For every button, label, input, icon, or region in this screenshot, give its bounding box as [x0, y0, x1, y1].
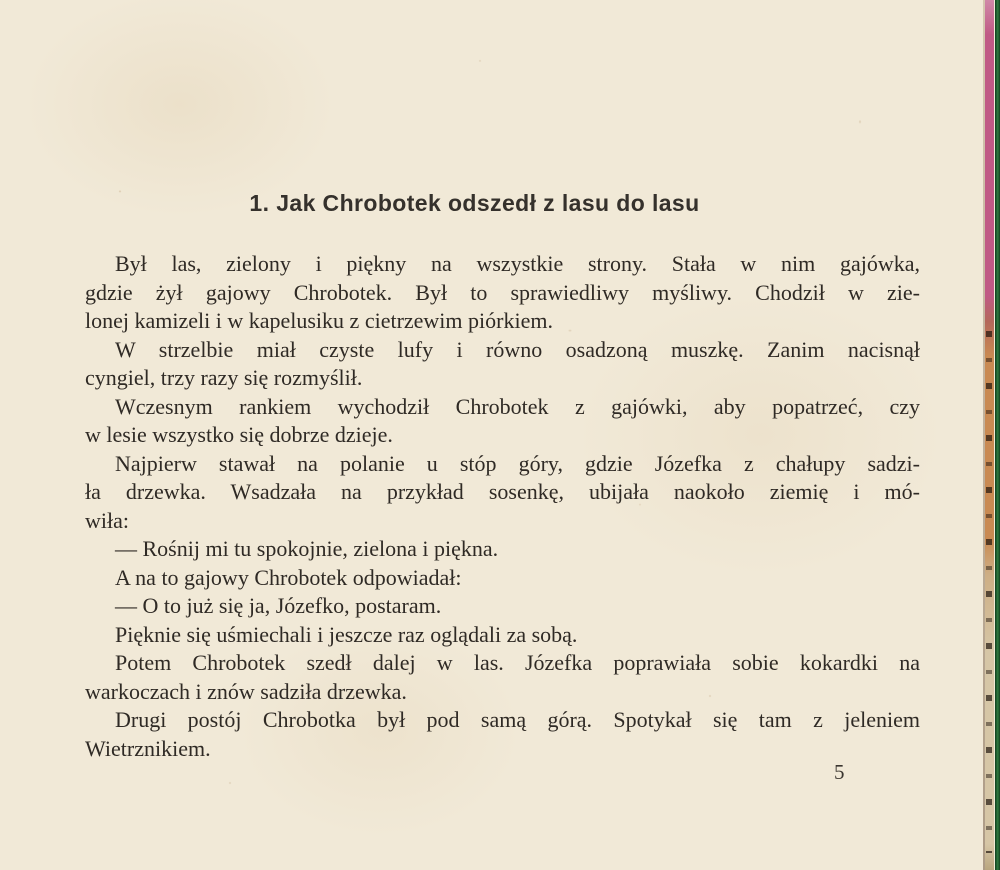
chapter-title: 1. Jak Chrobotek odszedł z lasu do lasu	[249, 190, 700, 216]
text-line: w lesie wszystko się dobrze dzieje.	[85, 422, 393, 447]
text-line: warkoczach i znów sadziła drzewka.	[85, 678, 407, 704]
text-line: gdzie żył gajowy Chrobotek. Był to sprawiedliwy myśliwy. Chodził w zie-	[85, 279, 920, 305]
text-line: Wczesnym rankiem wychodził Chrobotek z gajówki, aby popatrzeć, czy	[115, 393, 920, 419]
adjacent-pages-print-marks	[986, 331, 992, 853]
text-line: Wietrznikiem.	[85, 735, 211, 761]
text-line: wiła:	[85, 507, 129, 533]
text-line: Był las, zielony i piękny na wszystkie strony. Stała w nim gajówka,	[115, 251, 920, 276]
page-number: 5	[834, 760, 845, 784]
text-line: cyngiel, trzy razy się rozmyślił.	[85, 365, 363, 390]
text-line: A na to gajowy Chrobotek odpowiadał:	[115, 564, 462, 590]
page-text	[85, 250, 920, 763]
text-line: lonej kamizeli i w kapelusiku z cietrzewim piórkiem.	[85, 308, 553, 333]
text-line: Potem Chrobotek szedł dalej w las. Józefka poprawiała sobie kokardki na	[115, 650, 920, 675]
text-line: Pięknie się uśmiechali i jeszcze raz oglądali za sobą.	[115, 621, 578, 647]
text-line: Najpierw stawał na polanie u stóp góry, gdzie Józefka z chałupy sadzi-	[115, 450, 920, 476]
book-cover-edge	[995, 0, 1000, 870]
text-line: W strzelbie miał czyste lufy i równo osadzoną muszkę. Zanim nacisnął	[115, 336, 920, 362]
text-line: ła drzewka. Wsadzała na przykład sosenkę, ubijała naokoło ziemię i mó-	[85, 479, 920, 504]
text-line: Drugi postój Chrobotka był pod samą górą. Spotykał się tam z jeleniem	[115, 707, 920, 732]
adjacent-pages-edge	[985, 0, 994, 870]
text-line-dialogue: — O to już się ja, Józefko, postaram.	[115, 593, 442, 618]
text-line-dialogue: — Rośnij mi tu spokojnie, zielona i piękna.	[115, 536, 499, 561]
